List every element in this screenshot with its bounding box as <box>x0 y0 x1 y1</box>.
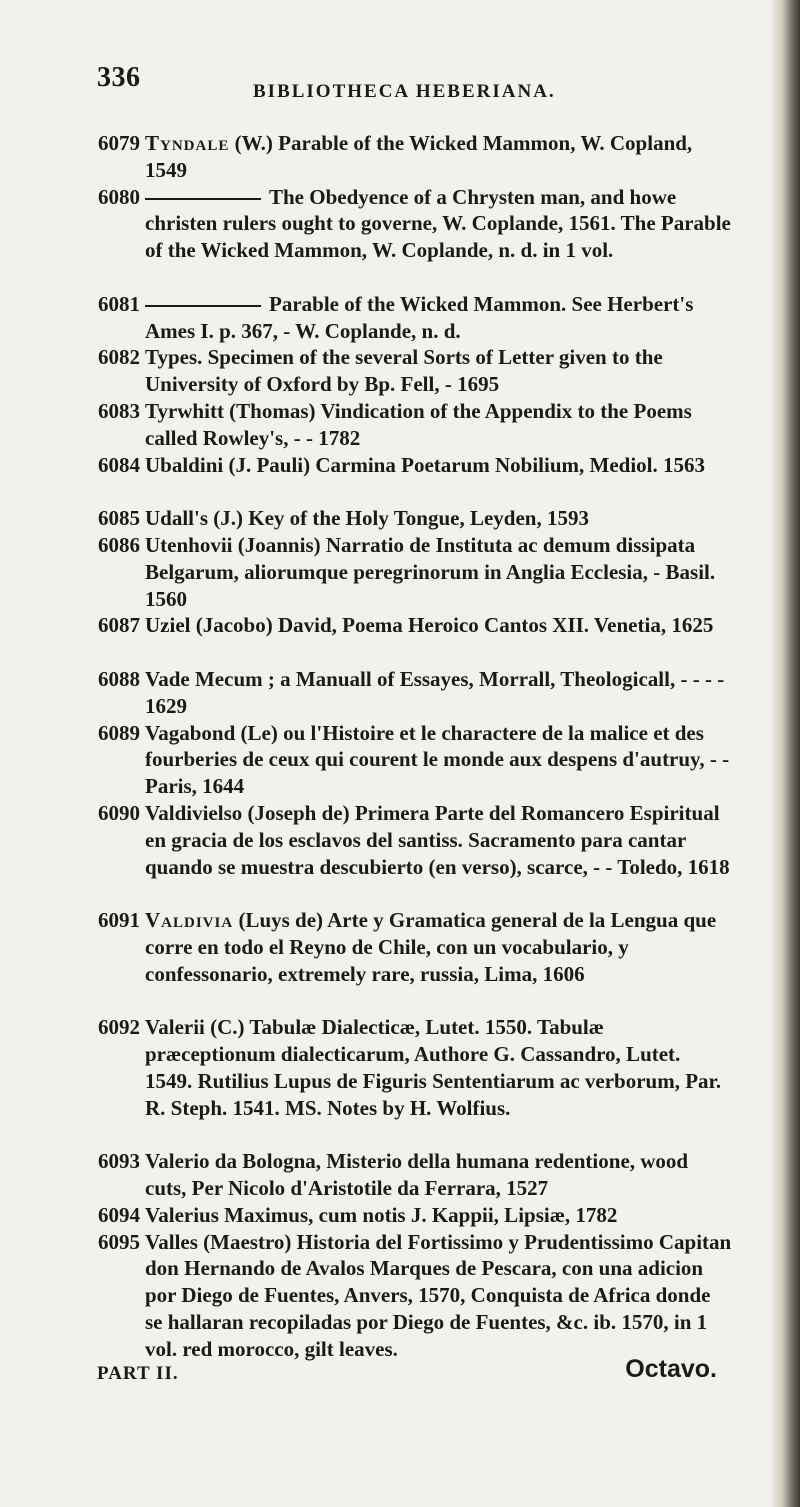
catchword: Octavo. <box>625 1355 717 1383</box>
catalogue-entry <box>98 1202 732 1229</box>
entry-body: (Luys de) Arte y Gramatica general de la Lengua que corre en todo el Reyno de Chile, con un vocabulario, y confessonario, extremely rare, russia, Lima, 1606 <box>145 908 717 986</box>
entry-number: 6084 <box>98 452 140 477</box>
binding-edge-shadow <box>770 0 800 1507</box>
entry-lead: Tyndale <box>145 131 230 155</box>
entry-number: 6092 <box>98 1015 140 1040</box>
entry-lead: Valdivia <box>145 908 234 933</box>
ditto-rule <box>145 305 261 307</box>
entry-number: 6094 <box>98 1202 140 1227</box>
entry-number: 6087 <box>98 613 140 638</box>
entry-text: Udall's (J.) Key of the Holy Tongue, Leyden, 1593 <box>145 506 589 531</box>
entry-number: 6093 <box>98 1149 140 1174</box>
entry-number: 6082 <box>98 345 140 370</box>
ditto-rule <box>145 198 261 200</box>
catalogue-entry <box>98 612 732 666</box>
catalogue-entry <box>98 1014 732 1148</box>
entry-text: Vagabond (Le) ou l'Histoire et le charactere de la malice et des fourberies de ceux qui courent le monde aux despens d'autruy, - - Paris, 1644 <box>145 720 730 799</box>
entry-text: Tyrwhitt (Thomas) Vindication of the Appendix to the Poems called Rowley's, - - 1782 <box>145 398 692 450</box>
catalogue-entry <box>98 1148 732 1202</box>
entry-text: Valdivielso (Joseph de) Primera Parte del Romancero Espiritual en gracia de los esclavos del santiss. Sacramento para cantar quando se muestra descubierto (en verso), scarce, - - Toledo, 1618 <box>145 800 730 879</box>
entry-text: Valerius Maximus, cum notis J. Kappii, Lipsiæ, 1782 <box>145 1202 618 1227</box>
entry-number: 6088 <box>98 666 140 691</box>
entry-number: 6086 <box>98 532 140 557</box>
entry-text <box>145 130 732 184</box>
entry-number: 6080 <box>98 184 140 209</box>
catalogue-entry <box>98 505 732 532</box>
catalogue-entry <box>98 666 732 720</box>
catalogue-entry <box>98 291 732 345</box>
catalogue-entry <box>98 532 732 612</box>
catalogue-entry <box>98 907 732 1014</box>
catalogue-entry <box>98 184 732 291</box>
entry-number: 6085 <box>98 506 140 531</box>
entry-text: Valerii (C.) Tabulæ Dialecticæ, Lutet. 1550. Tabulæ præceptionum dialecticarum, Authore G. Cassandro, Lutet. 1549. Rutilius Lupus de Figuris Sententiarum ac verborum, Par. R. Steph. 1541. MS. Notes by H. Wolfius. <box>145 1015 722 1120</box>
entry-body: (W.) Parable of the Wicked Mammon, W. Copland, 1549 <box>145 131 693 182</box>
entry-body: The Obedyence of a Chrysten man, and howe christen rulers ought to governe, W. Coplande, 1561. The Parable of the Wicked Mammon, W. Coplande, n. d. in 1 vol. <box>145 184 731 263</box>
entry-text <box>145 184 732 264</box>
page-number: 336 <box>97 62 141 93</box>
entry-text: Valles (Maestro) Historia del Fortissimo y Prudentissimo Capitan don Hernando de Avalos Marques de Pescara, con una adicion por Diego de Fuentes, Anvers, 1570, Conquista de Africa donde se hallaran recopiladas por Diego de Fuentes, &c. ib. 1570, in 1 vol. red morocco, gilt leaves. <box>145 1229 732 1361</box>
catalogue-entry <box>98 130 732 184</box>
entry-number: 6090 <box>98 800 140 825</box>
page-footer <box>97 1355 717 1385</box>
entry-number: 6089 <box>98 720 140 745</box>
entry-text: Ubaldini (J. Pauli) Carmina Poetarum Nobilium, Mediol. 1563 <box>145 452 706 477</box>
entry-number: 6079 <box>98 131 140 155</box>
entry-number: 6091 <box>98 908 140 933</box>
catalogue-entry <box>98 720 732 800</box>
entry-text <box>145 907 732 987</box>
signature-mark: PART II. <box>97 1363 179 1384</box>
entry-body: Parable of the Wicked Mammon. See Herbert's Ames I. p. 367, - W. Coplande, n. d. <box>145 291 694 343</box>
page-header <box>97 62 597 102</box>
entry-text: Types. Specimen of the several Sorts of Letter given to the University of Oxford by Bp. Fell, - 1695 <box>145 345 663 397</box>
catalogue-entry <box>98 452 732 506</box>
entry-text: Vade Mecum ; a Manuall of Essayes, Morrall, Theologicall, - - - - 1629 <box>145 666 725 718</box>
catalogue-entries <box>98 130 732 1389</box>
entry-text: Utenhovii (Joannis) Narratio de Instituta ac demum dissipata Belgarum, aliorumque peregrinorum in Anglia Ecclesia, - Basil. 1560 <box>145 532 716 611</box>
entry-number: 6095 <box>98 1229 140 1254</box>
entry-number: 6081 <box>98 291 140 316</box>
entry-number: 6083 <box>98 398 140 423</box>
entry-text: Valerio da Bologna, Misterio della humana redentione, wood cuts, Per Nicolo d'Aristotile da Ferrara, 1527 <box>145 1149 689 1201</box>
catalogue-entry <box>98 344 732 398</box>
catalogue-entry <box>98 800 732 907</box>
running-title: BIBLIOTHECA HEBERIANA. <box>253 81 556 102</box>
entry-text: Uziel (Jacobo) David, Poema Heroico Cantos XII. Venetia, 1625 <box>145 613 714 638</box>
entry-text <box>145 291 732 345</box>
catalogue-entry <box>98 398 732 452</box>
